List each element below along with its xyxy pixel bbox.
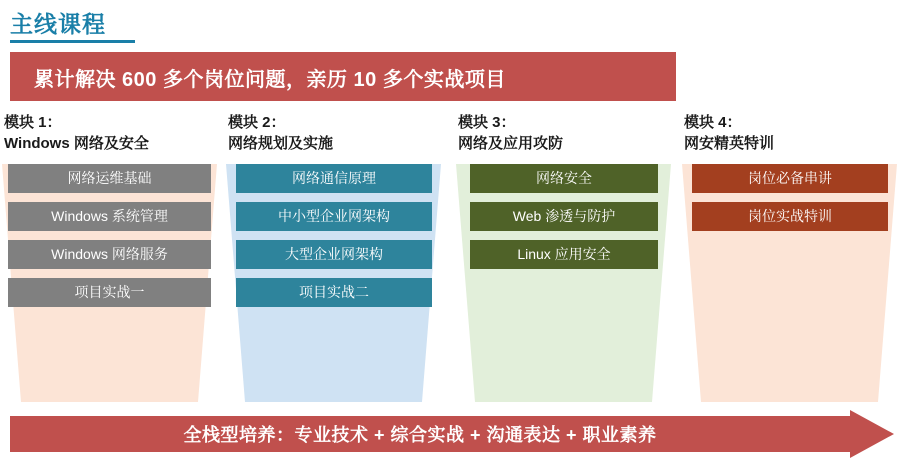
module-2-item-2[interactable]: 中小型企业网架构 xyxy=(236,202,432,231)
module-1-heading xyxy=(4,112,149,154)
module-1-heading-line1: 模块 1： xyxy=(4,114,62,131)
page-title: 主线课程 xyxy=(10,11,106,37)
module-2-heading-line2: 网络规划及实施 xyxy=(228,135,334,152)
module-1-item-2[interactable]: Windows 系统管理 xyxy=(8,202,211,231)
module-2-item-3[interactable]: 大型企业网架构 xyxy=(236,240,432,269)
module-4-items xyxy=(682,164,897,240)
title-underline xyxy=(10,40,135,43)
module-4-heading-line1: 模块 4： xyxy=(684,114,742,131)
module-3-item-1[interactable]: 网络安全 xyxy=(470,164,658,193)
module-4-heading-line2: 网安精英特训 xyxy=(684,135,775,152)
module-column-3 xyxy=(456,112,671,402)
module-1-item-1[interactable]: 网络运维基础 xyxy=(8,164,211,193)
module-3-item-2[interactable]: Web 渗透与防护 xyxy=(470,202,658,231)
module-column-1 xyxy=(2,112,217,402)
module-2-heading-line1: 模块 2： xyxy=(228,114,286,131)
highlight-banner-text: 累计解决 600 多个岗位问题，亲历 10 多个实战项目 xyxy=(34,69,506,91)
module-columns xyxy=(0,112,900,402)
module-3-heading xyxy=(458,112,563,154)
module-4-item-1[interactable]: 岗位必备串讲 xyxy=(692,164,888,193)
module-1-item-3[interactable]: Windows 网络服务 xyxy=(8,240,211,269)
module-4-item-2[interactable]: 岗位实战特训 xyxy=(692,202,888,231)
module-1-items xyxy=(2,164,217,316)
module-2-item-1[interactable]: 网络通信原理 xyxy=(236,164,432,193)
module-3-item-3[interactable]: Linux 应用安全 xyxy=(470,240,658,269)
module-1-heading-line2: Windows 网络及安全 xyxy=(4,135,149,152)
module-1-item-4[interactable]: 项目实战一 xyxy=(8,278,211,307)
module-3-heading-line1: 模块 3： xyxy=(458,114,516,131)
module-4-heading xyxy=(684,112,774,154)
footer-arrow-text: 全栈型培养：专业技术 + 综合实战 + 沟通表达 + 职业素养 xyxy=(183,425,657,445)
module-2-item-4[interactable]: 项目实战二 xyxy=(236,278,432,307)
module-column-2 xyxy=(226,112,441,402)
module-2-items xyxy=(226,164,441,316)
module-3-heading-line2: 网络及应用攻防 xyxy=(458,135,564,152)
module-3-items xyxy=(456,164,671,278)
module-2-heading xyxy=(228,112,333,154)
module-column-4 xyxy=(682,112,897,402)
